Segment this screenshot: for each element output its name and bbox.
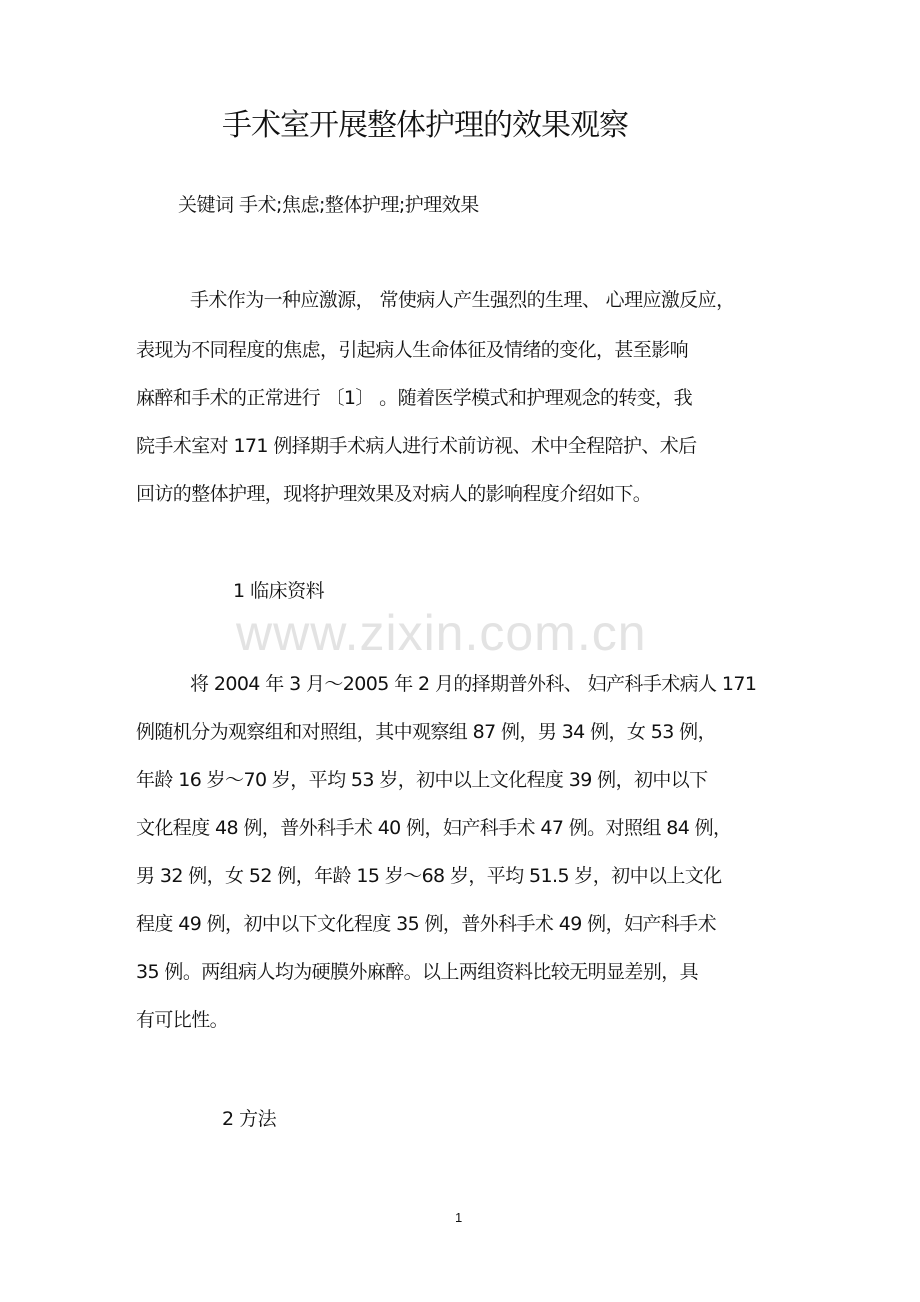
section-heading-clinical-data: 1 临床资料 <box>233 580 325 602</box>
section-heading-methods: 2 方法 <box>222 1108 277 1130</box>
page-number: 1 <box>455 1210 463 1225</box>
paragraph-line: 年龄 16 岁～70 岁，平均 53 岁，初中以上文化程度 39 例，初中以下 <box>136 769 708 791</box>
paragraph-line: 表现为不同程度的焦虑，引起病人生命体征及情绪的变化，甚至影响 <box>136 339 689 361</box>
paragraph-line: 院手术室对 171 例择期手术病人进行术前访视、术中全程陪护、术后 <box>136 435 697 457</box>
paragraph-line: 程度 49 例，初中以下文化程度 35 例，普外科手术 49 例，妇产科手术 <box>136 913 716 935</box>
document-title: 手术室开展整体护理的效果观察 <box>222 108 628 143</box>
paragraph-line: 男 32 例，女 52 例，年龄 15 岁～68 岁，平均 51.5 岁，初中以上文化 <box>136 865 722 887</box>
watermark: www.zixin.com.cn <box>236 605 647 661</box>
paragraph-line: 手术作为一种应激源， 常使病人产生强烈的生理、 心理应激反应， <box>190 289 735 311</box>
keywords-line: 关键词 手术;焦虑;整体护理;护理效果 <box>178 194 479 216</box>
paragraph-line: 有可比性。 <box>136 1009 229 1031</box>
paragraph-line: 例随机分为观察组和对照组，其中观察组 87 例，男 34 例，女 53 例， <box>136 721 716 743</box>
paragraph-line: 回访的整体护理，现将护理效果及对病人的影响程度介绍如下。 <box>136 483 652 505</box>
paragraph-line: 文化程度 48 例，普外科手术 40 例，妇产科手术 47 例。对照组 84 例， <box>136 817 732 839</box>
paragraph-line: 35 例。两组病人均为硬膜外麻醉。以上两组资料比较无明显差别，具 <box>136 961 699 983</box>
paragraph-line: 麻醉和手术的正常进行 〔1〕 。随着医学模式和护理观念的转变，我 <box>136 387 692 409</box>
paragraph-line: 将 2004 年 3 月～2005 年 2 月的择期普外科、 妇产科手术病人 171 <box>190 673 757 695</box>
